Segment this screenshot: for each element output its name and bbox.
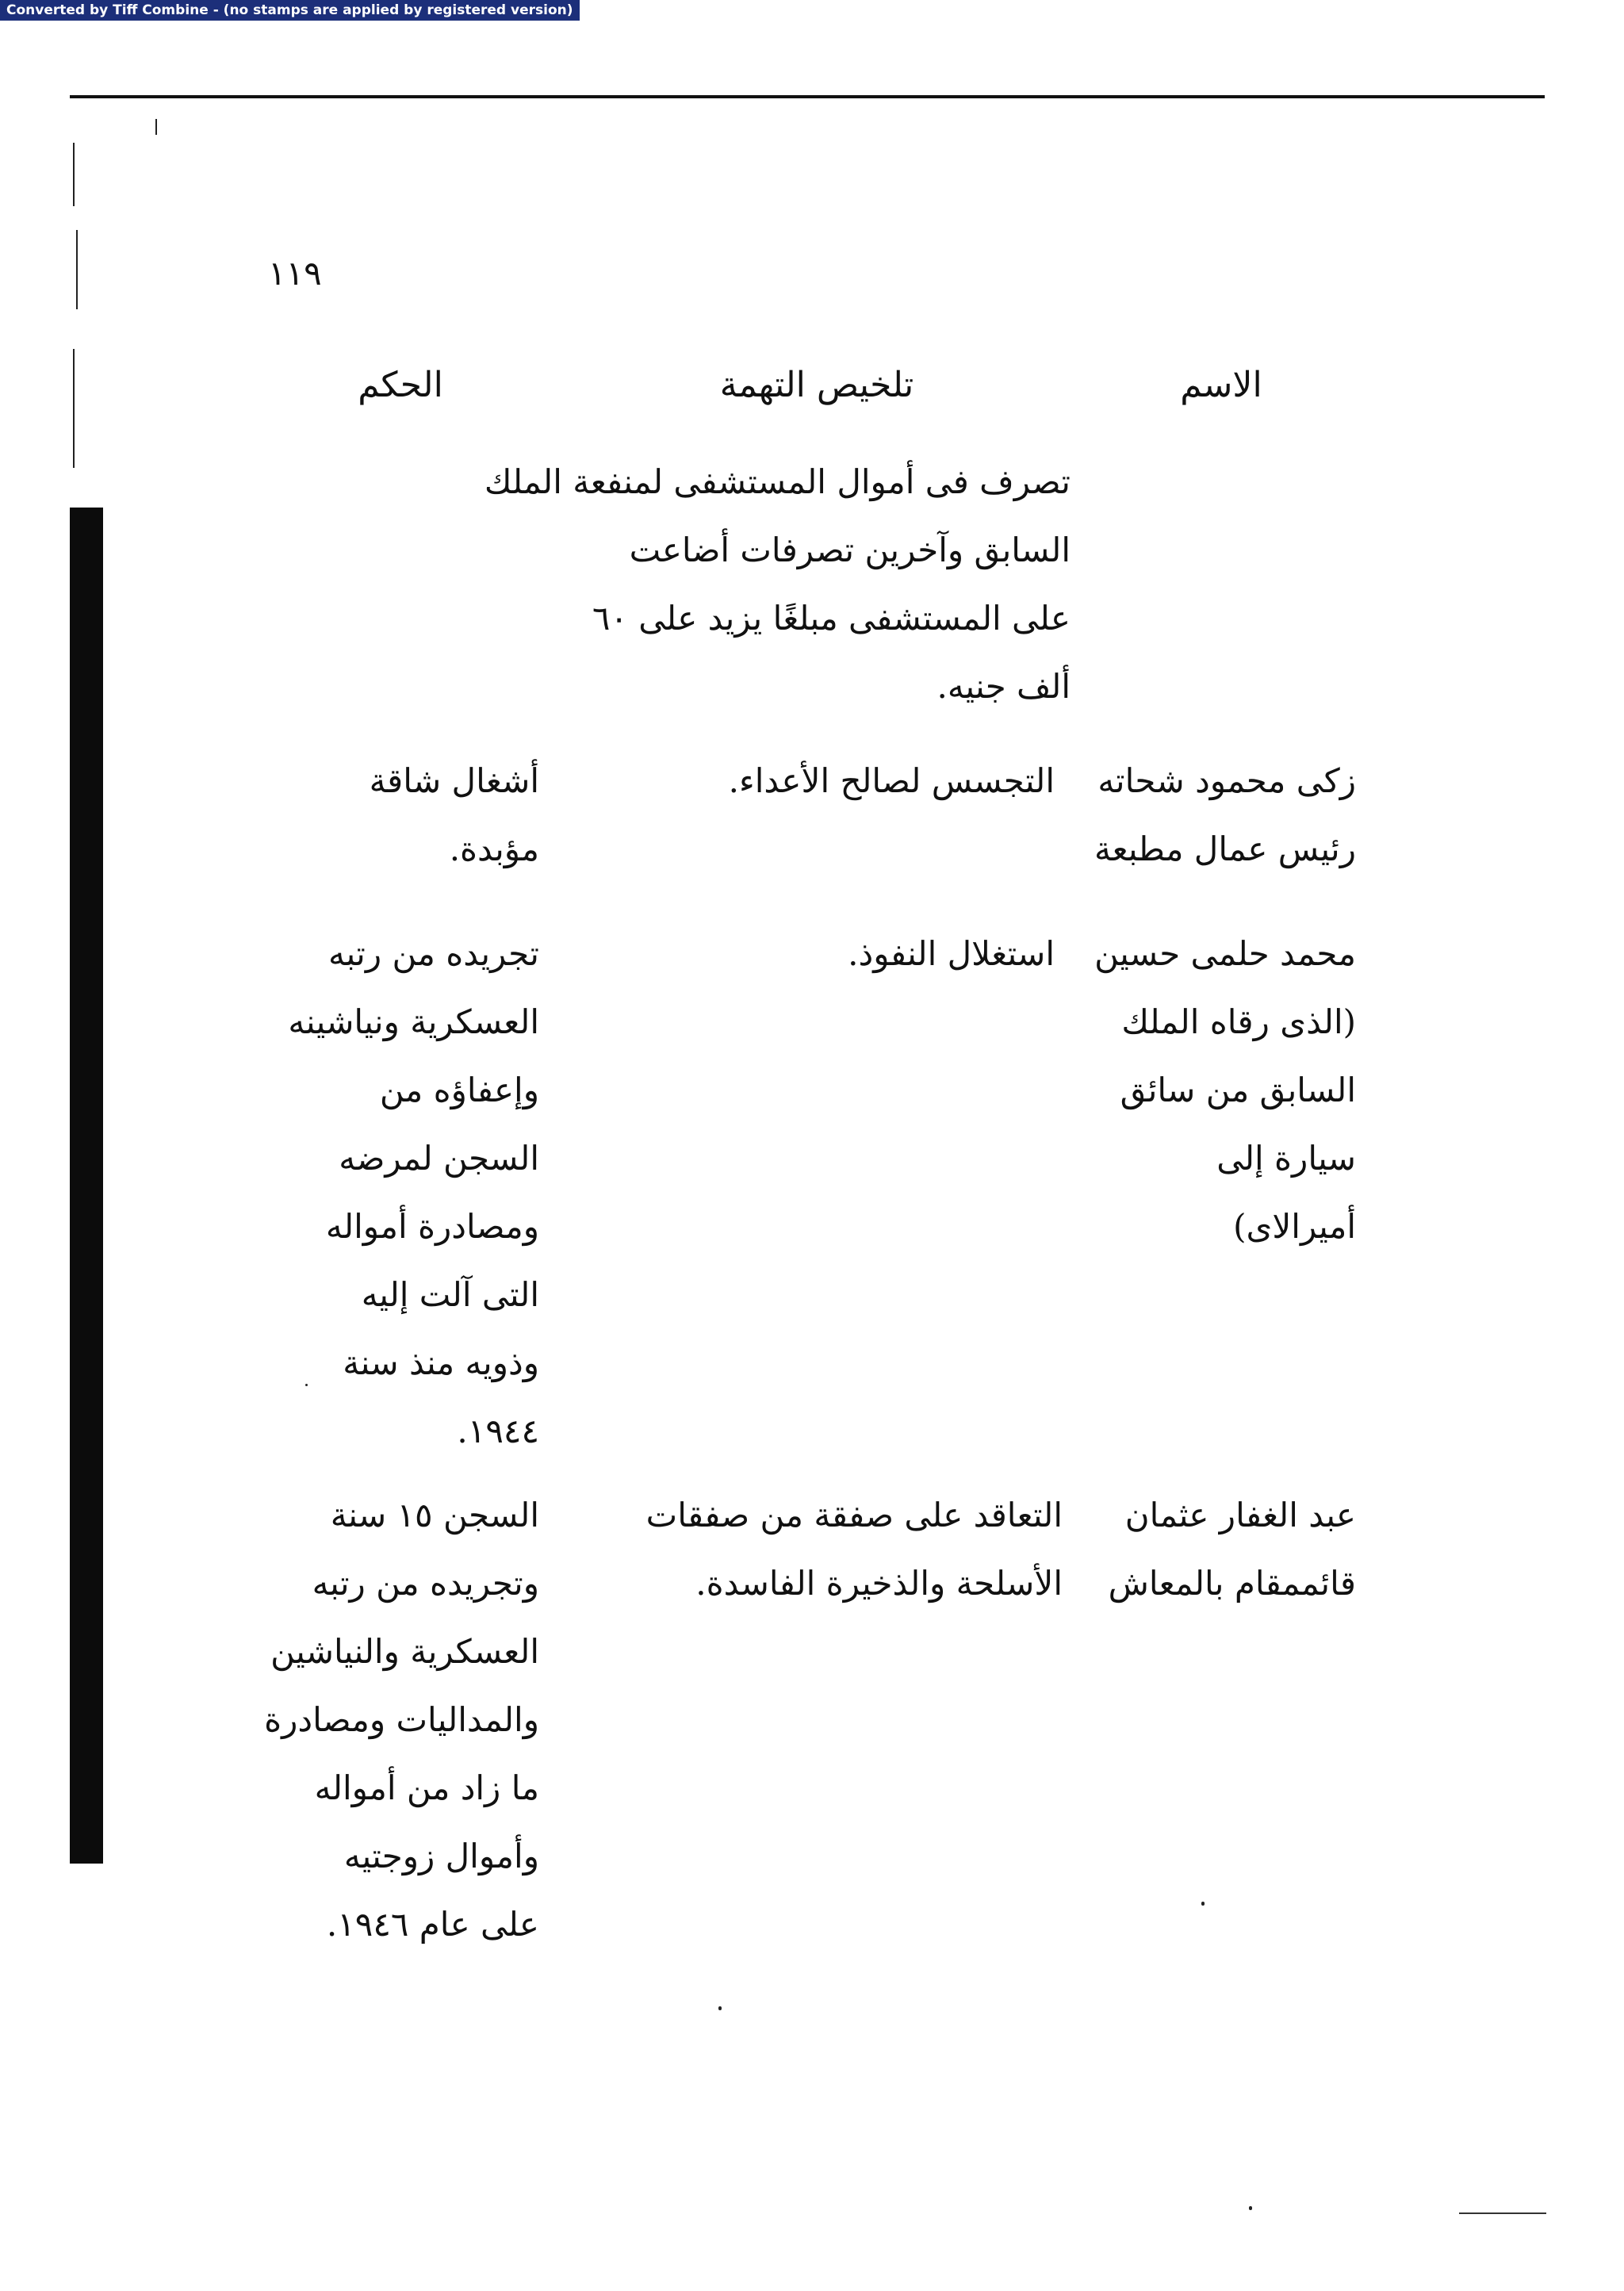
top-rule — [70, 95, 1545, 98]
scan-speck — [718, 2006, 722, 2010]
name-line: رئيس عمال مطبعة — [1094, 829, 1356, 868]
header-name: الاسم — [1180, 365, 1262, 405]
verdict-line: العسكرية والنياشين — [270, 1632, 539, 1671]
verdict-line: مؤبدة. — [449, 829, 539, 868]
name-line: السابق من سائق — [1120, 1071, 1356, 1109]
verdict-line: تجريده من رتبه — [327, 934, 539, 973]
charge-line: التعاقد على صفقة من صفقات — [645, 1496, 1063, 1534]
page-number: ١١٩ — [268, 254, 322, 293]
entry-3-verdict — [262, 1481, 539, 1959]
scan-edge-strip — [70, 508, 103, 1864]
name-line: قائممقام بالمعاش — [1108, 1564, 1356, 1603]
entry-1-charge — [555, 747, 1055, 815]
charge-line: ألف جنيه. — [936, 667, 1071, 706]
verdict-line: وذويه منذ سنة — [343, 1343, 539, 1382]
name-line: محمد حلمى حسين — [1094, 934, 1356, 973]
verdict-line: على عام ١٩٤٦. — [326, 1905, 539, 1944]
scan-edge-mark — [76, 230, 78, 309]
verdict-line: السجن ١٥ سنة — [330, 1496, 539, 1534]
converter-banner: Converted by Tiff Combine - (no stamps are applied by registered version) — [0, 0, 580, 21]
continued-charge — [484, 448, 1071, 721]
entry-1-verdict — [262, 747, 539, 883]
scan-edge-mark — [155, 119, 157, 135]
verdict-line: وإعفاؤه من — [379, 1071, 539, 1109]
verdict-line: أشغال شاقة — [369, 761, 539, 800]
verdict-line: ومصادرة أمواله — [325, 1207, 539, 1246]
verdict-line: ١٩٤٤. — [457, 1412, 539, 1450]
charge-line: استغلال النفوذ. — [848, 934, 1055, 973]
verdict-line: العسكرية ونياشينه — [288, 1002, 539, 1041]
entry-2-charge — [555, 920, 1055, 988]
verdict-line: والمداليات ومصادرة — [264, 1700, 539, 1739]
entry-3-name — [1086, 1481, 1356, 1618]
entry-2-verdict — [262, 920, 539, 1465]
verdict-line: السجن لمرضه — [339, 1139, 539, 1178]
entry-3-charge — [555, 1481, 1063, 1618]
verdict-line: وأموال زوجتيه — [343, 1837, 539, 1875]
charge-line: الأسلحة والذخيرة الفاسدة. — [695, 1564, 1063, 1603]
charge-line: السابق وآخرين تصرفات أضاعت — [629, 531, 1071, 569]
scan-speck — [1201, 1902, 1205, 1906]
name-line: (الذى رقاه الملك — [1121, 1002, 1356, 1041]
name-line: عبد الغفار عثمان — [1124, 1496, 1356, 1534]
header-charge: تلخيص التهمة — [719, 365, 914, 405]
entry-2-name — [1086, 920, 1356, 1261]
scan-speck — [1249, 2206, 1252, 2210]
verdict-line: ما زاد من أمواله — [314, 1768, 539, 1807]
name-line: أميرالاى) — [1233, 1207, 1356, 1246]
scan-edge-mark — [73, 143, 75, 206]
charge-line: التجسس لصالح الأعداء. — [728, 761, 1055, 800]
header-verdict: الحكم — [358, 365, 443, 405]
scan-edge-mark — [73, 349, 75, 468]
verdict-line: التى آلت إليه — [361, 1275, 539, 1314]
charge-line: تصرف فى أموال المستشفى لمنفعة الملك — [484, 462, 1071, 501]
verdict-line: وتجريده من رتبه — [312, 1564, 539, 1603]
bottom-rule — [1459, 2212, 1546, 2214]
name-line: زكى محمود شحاته — [1097, 761, 1356, 800]
name-line: سيارة إلى — [1216, 1139, 1356, 1178]
charge-line: على المستشفى مبلغًا يزيد على ٦٠ — [592, 599, 1071, 638]
entry-1-name — [1086, 747, 1356, 883]
